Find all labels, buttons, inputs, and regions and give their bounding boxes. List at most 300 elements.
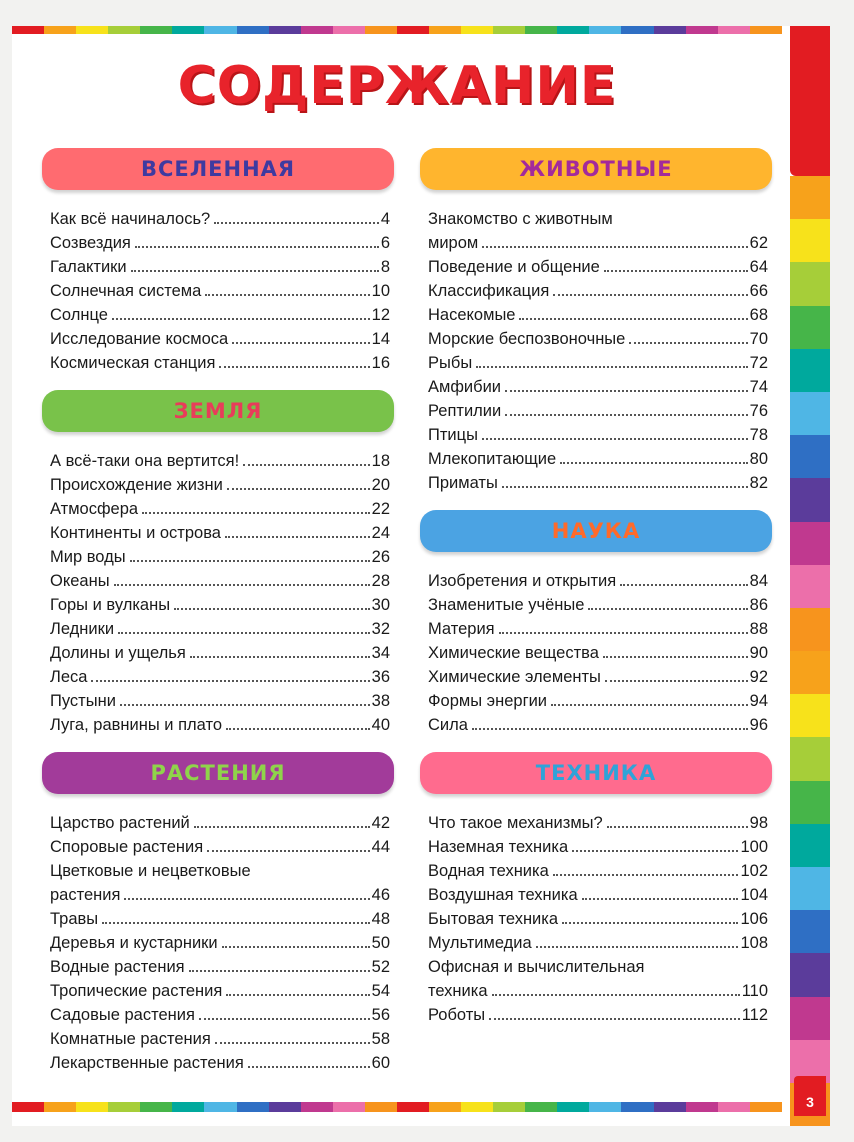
section-header	[42, 752, 394, 794]
dot-leader	[190, 656, 370, 658]
toc-entry	[420, 590, 772, 614]
strip-segment	[333, 1102, 365, 1112]
strip-segment	[397, 26, 429, 34]
toc-entry-title: А всё-таки она вертится!	[50, 452, 240, 470]
toc-entry-title: миром	[428, 234, 479, 252]
toc-entry	[420, 808, 772, 832]
toc-entry-title: Насекомые	[428, 306, 516, 324]
toc-entry	[42, 832, 394, 856]
dot-leader	[205, 294, 369, 296]
toc-entry	[42, 518, 394, 542]
toc-entry-page: 32	[371, 620, 390, 638]
bottom-color-strip	[12, 1102, 782, 1112]
dot-leader	[219, 366, 369, 368]
strip-segment	[76, 26, 108, 34]
toc-entry-page: 8	[380, 258, 390, 276]
toc-entry-page: 72	[749, 354, 768, 372]
toc-entry	[42, 686, 394, 710]
toc-entry-page: 20	[371, 476, 390, 494]
dot-leader	[226, 994, 369, 996]
section-title: ЗЕМЛЯ	[173, 399, 263, 423]
toc-entry-title: Сила	[428, 716, 468, 734]
toc-entry-title: Птицы	[428, 426, 478, 444]
strip-segment	[790, 435, 830, 478]
strip-segment	[301, 26, 333, 34]
dot-leader	[114, 584, 370, 586]
dot-leader	[135, 246, 379, 248]
toc-entry-page: 24	[371, 524, 390, 542]
toc-entry-page: 18	[371, 452, 390, 470]
right-color-strip	[790, 26, 830, 1126]
dot-leader	[227, 488, 370, 490]
dot-leader	[130, 560, 370, 562]
toc-entry-page: 64	[749, 258, 768, 276]
toc-entry	[42, 976, 394, 1000]
toc-entry	[42, 710, 394, 734]
strip-segment	[461, 1102, 493, 1112]
strip-segment	[493, 26, 525, 34]
strip-segment	[204, 1102, 236, 1112]
toc-entry-page: 38	[371, 692, 390, 710]
toc-entry-page: 94	[749, 692, 768, 710]
toc-entry	[420, 904, 772, 928]
toc-entry	[420, 444, 772, 468]
toc-entry-title: Водная техника	[428, 862, 549, 880]
toc-entry-title: Происхождение жизни	[50, 476, 223, 494]
dot-leader	[505, 414, 747, 416]
toc-entry-title: Горы и вулканы	[50, 596, 171, 614]
section-title: ВСЕЛЕННАЯ	[140, 157, 296, 181]
toc-entry	[420, 396, 772, 420]
toc-entry	[420, 928, 772, 952]
dot-leader	[91, 680, 369, 682]
toc-entry-title: Формы энергии	[428, 692, 548, 710]
toc-entry-page: 96	[749, 716, 768, 734]
dot-leader	[588, 608, 747, 610]
toc-entry-title: Как всё начиналось?	[50, 210, 211, 228]
toc-entry-page: 58	[371, 1030, 390, 1048]
toc-entry-page: 104	[740, 886, 768, 904]
toc-entry-title: Континенты и острова	[50, 524, 221, 542]
toc-entry-title: Деревья и кустарники	[50, 934, 218, 952]
strip-segment	[172, 26, 204, 34]
dot-leader	[142, 512, 370, 514]
strip-segment	[12, 26, 44, 34]
toc-entry-title: Солнечная система	[50, 282, 202, 300]
strip-segment	[790, 997, 830, 1040]
toc-entry-page: 76	[749, 402, 768, 420]
strip-segment	[686, 26, 718, 34]
toc-entry-title: Пустыни	[50, 692, 116, 710]
strip-segment	[172, 1102, 204, 1112]
toc-entry-page: 110	[741, 982, 768, 1000]
strip-segment	[525, 1102, 557, 1112]
toc-entry-page: 48	[371, 910, 390, 928]
left-column	[42, 148, 394, 1072]
strip-segment	[557, 1102, 589, 1112]
strip-segment	[140, 1102, 172, 1112]
toc-entry	[420, 832, 772, 856]
toc-entry-title: Царство растений	[50, 814, 190, 832]
toc-entry	[420, 614, 772, 638]
toc-entry-title: Химические вещества	[428, 644, 599, 662]
toc-entry-title: Изобретения и открытия	[428, 572, 617, 590]
dot-leader	[118, 632, 370, 634]
toc-entry-page: 68	[749, 306, 768, 324]
toc-entry-title: Амфибии	[428, 378, 502, 396]
section-title: РАСТЕНИЯ	[150, 761, 286, 785]
strip-segment	[790, 349, 830, 392]
toc-entry	[420, 662, 772, 686]
section-technology	[420, 752, 772, 1024]
strip-segment	[718, 1102, 750, 1112]
section-header	[420, 148, 772, 190]
toc-entry-page: 12	[371, 306, 390, 324]
dot-leader	[519, 318, 747, 320]
page-title: СОДЕРЖАНИЕ	[177, 56, 617, 116]
dot-leader	[174, 608, 370, 610]
dot-leader	[215, 1042, 370, 1044]
strip-segment	[790, 824, 830, 867]
strip-segment	[790, 608, 830, 651]
dot-leader	[472, 728, 748, 730]
strip-segment	[790, 478, 830, 521]
strip-segment	[654, 1102, 686, 1112]
toc-entry	[420, 228, 772, 252]
toc-entry-page: 6	[380, 234, 390, 252]
section-title: ЖИВОТНЫЕ	[519, 157, 673, 181]
strip-segment	[269, 1102, 301, 1112]
toc-entry-page: 78	[749, 426, 768, 444]
toc-entry-title: Ледники	[50, 620, 115, 638]
dot-leader	[560, 462, 747, 464]
toc-entry-title: Мультимедиа	[428, 934, 532, 952]
dot-leader	[194, 826, 370, 828]
strip-segment	[237, 26, 269, 34]
toc-entry	[42, 300, 394, 324]
toc-entry-page: 40	[371, 716, 390, 734]
toc-entry	[420, 348, 772, 372]
toc-entry	[42, 566, 394, 590]
toc-entry-page: 42	[371, 814, 390, 832]
toc-entry-line: Офисная и вычислительная	[428, 958, 645, 976]
toc-entry-page: 70	[749, 330, 768, 348]
toc-entry-title: Приматы	[428, 474, 498, 492]
toc-entry	[420, 252, 772, 276]
toc-entry-page: 52	[371, 958, 390, 976]
toc-entry-page: 88	[749, 620, 768, 638]
strip-segment	[790, 953, 830, 996]
strip-segment	[44, 26, 76, 34]
strip-segment	[790, 694, 830, 737]
dot-leader	[553, 874, 739, 876]
toc-entry-page: 100	[740, 838, 768, 856]
strip-segment	[365, 1102, 397, 1112]
toc-entry-title: Бытовая техника	[428, 910, 559, 928]
toc-entry-title: Роботы	[428, 1006, 486, 1024]
toc-entry-page: 54	[371, 982, 390, 1000]
strip-segment	[750, 26, 782, 34]
dot-leader	[225, 536, 370, 538]
toc-entry	[420, 300, 772, 324]
toc-entry	[42, 1000, 394, 1024]
dot-leader	[629, 342, 747, 344]
section-earth	[42, 390, 394, 734]
section-header	[420, 752, 772, 794]
toc-entry-title: Материя	[428, 620, 495, 638]
toc-entry-page: 84	[749, 572, 768, 590]
dot-leader	[572, 850, 738, 852]
toc-entry	[420, 372, 772, 396]
dot-leader	[620, 584, 747, 586]
toc-entry-page: 82	[749, 474, 768, 492]
toc-entry-page: 56	[371, 1006, 390, 1024]
toc-entry-page: 60	[371, 1054, 390, 1072]
toc-entry-page: 108	[740, 934, 768, 952]
toc-entry-page: 14	[371, 330, 390, 348]
right-column	[420, 148, 772, 1024]
dot-leader	[482, 246, 747, 248]
toc-entry-title: Солнце	[50, 306, 108, 324]
strip-segment	[790, 176, 830, 219]
strip-segment	[790, 651, 830, 694]
toc-entry-page: 50	[371, 934, 390, 952]
dot-leader	[499, 632, 748, 634]
toc-entry-page: 92	[749, 668, 768, 686]
toc-entry	[42, 228, 394, 252]
dot-leader	[199, 1018, 370, 1020]
toc-entry	[420, 420, 772, 444]
toc-entry-page: 74	[749, 378, 768, 396]
toc-entry-title: Луга, равнины и плато	[50, 716, 222, 734]
toc-entry-page: 28	[371, 572, 390, 590]
toc-entry	[42, 808, 394, 832]
dot-leader	[248, 1066, 370, 1068]
dot-leader	[489, 1018, 740, 1020]
dot-leader	[222, 946, 370, 948]
dot-leader	[207, 850, 369, 852]
toc-entry-page: 102	[740, 862, 768, 880]
strip-segment	[108, 1102, 140, 1112]
toc-entry	[420, 686, 772, 710]
dot-leader	[607, 826, 748, 828]
dot-leader	[124, 898, 369, 900]
strip-segment	[790, 262, 830, 305]
strip-segment	[790, 392, 830, 435]
book-page	[12, 26, 830, 1126]
toc-entry	[420, 710, 772, 734]
strip-segment	[76, 1102, 108, 1112]
toc-entry-title: Споровые растения	[50, 838, 204, 856]
dot-leader	[553, 294, 747, 296]
dot-leader	[232, 342, 369, 344]
section-animals	[420, 148, 772, 492]
toc-entry-title: растения	[50, 886, 121, 904]
toc-entry-title: Воздушная техника	[428, 886, 578, 904]
strip-segment	[589, 26, 621, 34]
toc-entry	[42, 1048, 394, 1072]
toc-entry-title: Классификация	[428, 282, 550, 300]
dot-leader	[536, 946, 739, 948]
toc-entry-title: Исследование космоса	[50, 330, 229, 348]
dot-leader	[604, 270, 748, 272]
toc-entry-page: 86	[749, 596, 768, 614]
toc-entry	[420, 324, 772, 348]
strip-segment	[140, 26, 172, 34]
toc-entry-page: 80	[749, 450, 768, 468]
strip-segment	[790, 781, 830, 824]
toc-entry-title: Поведение и общение	[428, 258, 600, 276]
toc-entry-page: 26	[371, 548, 390, 566]
dot-leader	[605, 680, 748, 682]
toc-entry	[42, 494, 394, 518]
toc-entry-title: Океаны	[50, 572, 110, 590]
toc-entry	[42, 204, 394, 228]
toc-entry-title: Водные растения	[50, 958, 185, 976]
dot-leader	[562, 922, 738, 924]
toc-entry	[42, 638, 394, 662]
dot-leader	[189, 970, 370, 972]
dot-leader	[226, 728, 370, 730]
toc-entry-page: 98	[749, 814, 768, 832]
toc-entry	[42, 1024, 394, 1048]
strip-segment	[44, 1102, 76, 1112]
toc-entry-title: Садовые растения	[50, 1006, 195, 1024]
toc-entry-page: 66	[749, 282, 768, 300]
toc-entry	[42, 324, 394, 348]
strip-segment	[790, 306, 830, 349]
toc-entry	[420, 276, 772, 300]
strip-segment	[493, 1102, 525, 1112]
strip-segment	[557, 26, 589, 34]
toc-entry	[42, 952, 394, 976]
toc-entry-title: Травы	[50, 910, 99, 928]
strip-segment	[12, 1102, 44, 1112]
toc-entry-page: 62	[749, 234, 768, 252]
toc-entry	[42, 348, 394, 372]
toc-entry	[420, 880, 772, 904]
top-color-strip	[12, 26, 782, 34]
dot-leader	[112, 318, 370, 320]
toc-entry-page: 4	[380, 210, 390, 228]
toc-entry-title: Лекарственные растения	[50, 1054, 244, 1072]
toc-entry-page: 90	[749, 644, 768, 662]
strip-segment	[429, 26, 461, 34]
strip-segment	[790, 26, 830, 176]
toc-entry	[42, 252, 394, 276]
dot-leader	[502, 486, 748, 488]
section-header	[420, 510, 772, 552]
toc-entry-page: 36	[371, 668, 390, 686]
toc-entry	[42, 470, 394, 494]
toc-entry-title: Мир воды	[50, 548, 126, 566]
toc-entry	[42, 880, 394, 904]
toc-entry	[42, 904, 394, 928]
toc-entry	[420, 856, 772, 880]
strip-segment	[621, 26, 653, 34]
section-science	[420, 510, 772, 734]
strip-segment	[654, 26, 686, 34]
strip-segment	[397, 1102, 429, 1112]
toc-entry	[42, 276, 394, 300]
toc-entry-title: Наземная техника	[428, 838, 569, 856]
toc-entry-title: Созвездия	[50, 234, 131, 252]
toc-entry-page: 34	[371, 644, 390, 662]
dot-leader	[582, 898, 739, 900]
section-header	[42, 148, 394, 190]
section-title: НАУКА	[551, 519, 641, 543]
dot-leader	[551, 704, 748, 706]
dot-leader	[492, 994, 740, 996]
dot-leader	[603, 656, 748, 658]
strip-segment	[790, 219, 830, 262]
strip-segment	[108, 26, 140, 34]
toc-entry-title: Знаменитые учёные	[428, 596, 585, 614]
toc-entry-title: Комнатные растения	[50, 1030, 211, 1048]
strip-segment	[589, 1102, 621, 1112]
toc-entry	[420, 1000, 772, 1024]
strip-segment	[365, 26, 397, 34]
strip-segment	[237, 1102, 269, 1112]
strip-segment	[790, 565, 830, 608]
strip-segment	[790, 737, 830, 780]
dot-leader	[482, 438, 748, 440]
toc-entry-page: 10	[371, 282, 390, 300]
toc-entry-page: 30	[371, 596, 390, 614]
toc-entry-line: Знакомство с животным	[428, 210, 613, 228]
toc-entry-page: 16	[371, 354, 390, 372]
toc-entry-page: 46	[371, 886, 390, 904]
toc-entry	[42, 590, 394, 614]
toc-entry-line: Цветковые и нецветковые	[50, 862, 251, 880]
toc-entry-title: техника	[428, 982, 488, 1000]
toc-entry	[420, 976, 772, 1000]
section-universe	[42, 148, 394, 372]
dot-leader	[243, 464, 369, 466]
toc-entry-title: Тропические растения	[50, 982, 223, 1000]
toc-entry	[42, 542, 394, 566]
strip-segment	[525, 26, 557, 34]
dot-leader	[131, 270, 379, 272]
strip-segment	[790, 910, 830, 953]
toc-entry-title: Что такое механизмы?	[428, 814, 603, 832]
toc-entry	[420, 638, 772, 662]
strip-segment	[269, 26, 301, 34]
section-title: ТЕХНИКА	[535, 761, 657, 785]
dot-leader	[102, 922, 370, 924]
strip-segment	[333, 26, 365, 34]
dot-leader	[476, 366, 747, 368]
toc-entry-title: Космическая станция	[50, 354, 216, 372]
dot-leader	[214, 222, 379, 224]
dot-leader	[505, 390, 748, 392]
strip-segment	[790, 867, 830, 910]
toc-entry	[420, 468, 772, 492]
strip-segment	[790, 522, 830, 565]
section-plants	[42, 752, 394, 1072]
toc-entry-title: Галактики	[50, 258, 127, 276]
toc-entry-title: Млекопитающие	[428, 450, 557, 468]
toc-entry-title: Морские беспозвоночные	[428, 330, 626, 348]
toc-entry-title: Химические элементы	[428, 668, 601, 686]
section-header	[42, 390, 394, 432]
toc-entry	[42, 662, 394, 686]
toc-entry-title: Долины и ущелья	[50, 644, 186, 662]
strip-segment	[718, 26, 750, 34]
strip-segment	[621, 1102, 653, 1112]
toc-entry	[420, 566, 772, 590]
strip-segment	[301, 1102, 333, 1112]
